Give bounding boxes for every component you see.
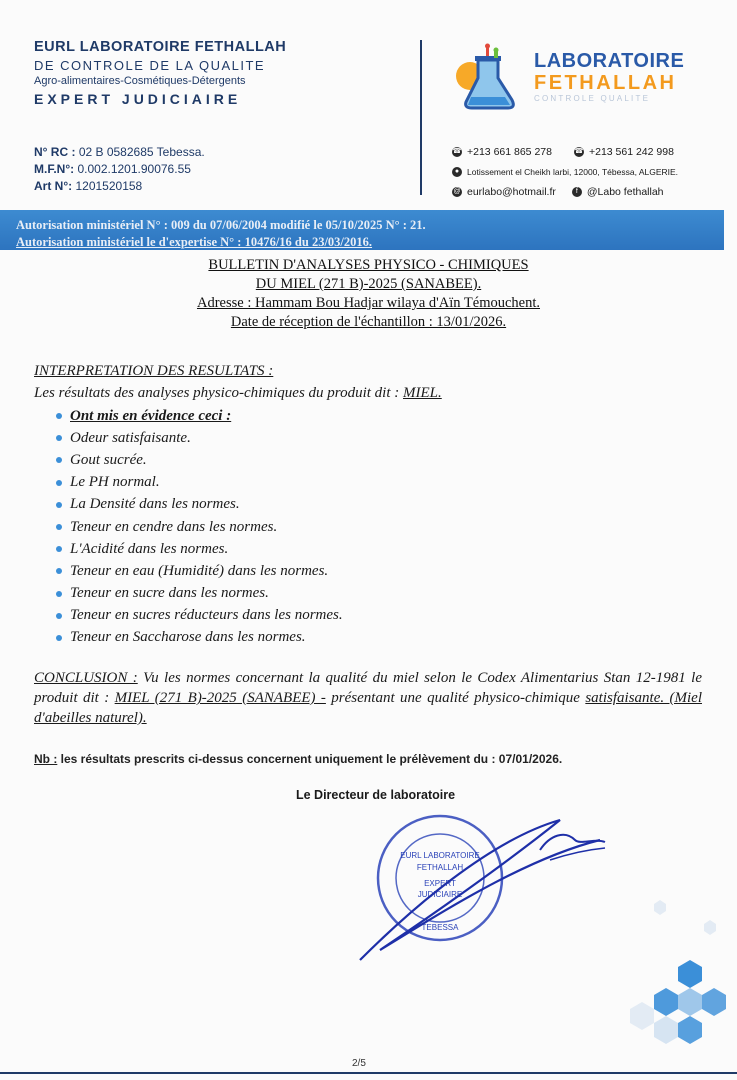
results-list [56, 405, 343, 649]
facebook: @Labo fethallah [586, 186, 664, 198]
bullet-icon [56, 524, 62, 530]
title-reception-date: Date de réception de l'échantillon : 13/01/2026. [230, 314, 507, 330]
phone-icon: ☎ [574, 148, 584, 155]
company-expert: EXPERT JUDICIAIRE [34, 91, 242, 107]
conclusion [34, 668, 702, 728]
list-item: Ont mis en évidence ceci : [56, 405, 343, 427]
phone-icon: ☎ [452, 148, 462, 155]
mf-value: 0.002.1201.90076.55 [77, 162, 191, 176]
list-item: Teneur en sucres réducteurs dans les normes. [56, 605, 343, 627]
bullet-icon [56, 613, 62, 619]
company-sectors: Agro-alimentaires-Cosmétiques-Détergents [34, 75, 246, 87]
nb-text: les résultats prescrits ci-dessus concernent uniquement le prélèvement du : 07/01/2026. [57, 752, 563, 766]
location-icon: ● [452, 167, 462, 177]
company-header [34, 38, 286, 109]
stamp-line1: EURL LABORATOIRE [400, 851, 480, 860]
hexagon-decoration-icon [620, 880, 730, 1060]
mf-label: M.F.N°: [34, 162, 75, 176]
bullet-icon [56, 435, 62, 441]
list-item: Teneur en Saccharose dans les normes. [56, 627, 343, 649]
footer-line [0, 1072, 737, 1074]
page-number: 2/5 [352, 1058, 366, 1069]
authorization-line2: Autorisation ministériel le d'expertise N° : 10476/16 du 23/03/2016. [16, 235, 373, 249]
email: eurlabo@hotmail.fr [467, 186, 556, 198]
list-item: Teneur en sucre dans les normes. [56, 583, 343, 605]
phone1: +213 661 865 278 [467, 146, 552, 158]
nb-label: Nb : [34, 752, 58, 766]
document-title [0, 256, 737, 332]
bullet-icon [56, 546, 62, 552]
lab-brand [534, 50, 684, 104]
conclusion-text1: Vu les normes concernant la qualité du miel selon le Codex Alimentarius Stan 12-1981 le produit dit : [34, 670, 702, 706]
brand-line2: FETHALLAH [534, 72, 677, 94]
title-address: Adresse : Hammam Bou Hadjar wilaya d'Aïn Témouchent. [196, 295, 540, 311]
rc-value: 02 B 0582685 Tebessa. [78, 145, 205, 159]
bullet-icon [56, 568, 62, 574]
conclusion-product: MIEL (271 B)-2025 (SANABEE) - [114, 690, 326, 706]
bullet-icon [56, 457, 62, 463]
list-item: L'Acidité dans les normes. [56, 538, 343, 560]
list-item: Gout sucrée. [56, 449, 343, 471]
conclusion-text2: présentant une qualité physico-chimique [325, 690, 586, 706]
bullet-icon [56, 502, 62, 508]
stamp-line3: EXPERT [424, 879, 456, 888]
art-value: 1201520158 [75, 179, 143, 193]
header-divider [420, 40, 422, 195]
list-item: Teneur en cendre dans les normes. [56, 516, 343, 538]
official-stamp-signature [350, 800, 610, 980]
interpretation-heading: INTERPRETATION DES RESULTATS : [34, 363, 274, 379]
conclusion-label: CONCLUSION : [34, 670, 138, 686]
bullet-icon [56, 413, 62, 419]
stamp-line4: JUDICIAIRE [417, 890, 463, 899]
phone2: +213 561 242 998 [588, 146, 674, 158]
authorization-line1: Autorisation ministériel N° : 009 du 07/06/2004 modifié le 05/10/2025 N° : 21. [16, 218, 426, 232]
company-subtitle: DE CONTROLE DE LA QUALITE [34, 58, 266, 73]
facebook-icon: f [572, 187, 582, 197]
intro-sentence: Les résultats des analyses physico-chimiques du produit dit : [34, 385, 403, 401]
list-item: Le PH normal. [56, 472, 343, 494]
brand-line1: LABORATOIRE [534, 50, 685, 72]
address: Lotissement el Cheikh larbi, 12000, Tébessa, ALGERIE. [467, 167, 679, 177]
intro-product: MIEL. [403, 385, 442, 401]
email-icon: @ [453, 188, 461, 195]
intro-text [34, 385, 442, 402]
brand-line3: CONTROLE QUALITE [534, 94, 651, 103]
bullet-icon [56, 591, 62, 597]
bullet-icon [56, 480, 62, 486]
contact-block [452, 142, 678, 202]
nb-note [34, 752, 562, 766]
title-line2: DU MIEL (271 B)-2025 (SANABEE). [255, 276, 482, 292]
bullet-icon [56, 635, 62, 641]
registration-ids [34, 144, 205, 195]
list-item: La Densité dans les normes. [56, 494, 343, 516]
title-line1: BULLETIN D'ANALYSES PHYSICO - CHIMIQUES [208, 257, 529, 273]
art-label: Art N°: [34, 179, 73, 193]
authorization-band [0, 210, 724, 250]
list-item: Teneur en eau (Humidité) dans les normes. [56, 560, 343, 582]
company-name: EURL LABORATOIRE FETHALLAH [34, 39, 287, 55]
list-item: Odeur satisfaisante. [56, 427, 343, 449]
lab-logo-icon [448, 42, 522, 112]
conclusion-quality: satisfaisante. (Miel d'abeilles naturel). [34, 690, 702, 726]
stamp-line2: FETHALLAH [416, 863, 464, 872]
stamp-line5: TEBESSA [421, 923, 459, 932]
rc-label: N° RC : [34, 145, 76, 159]
director-label: Le Directeur de laboratoire [296, 788, 456, 802]
